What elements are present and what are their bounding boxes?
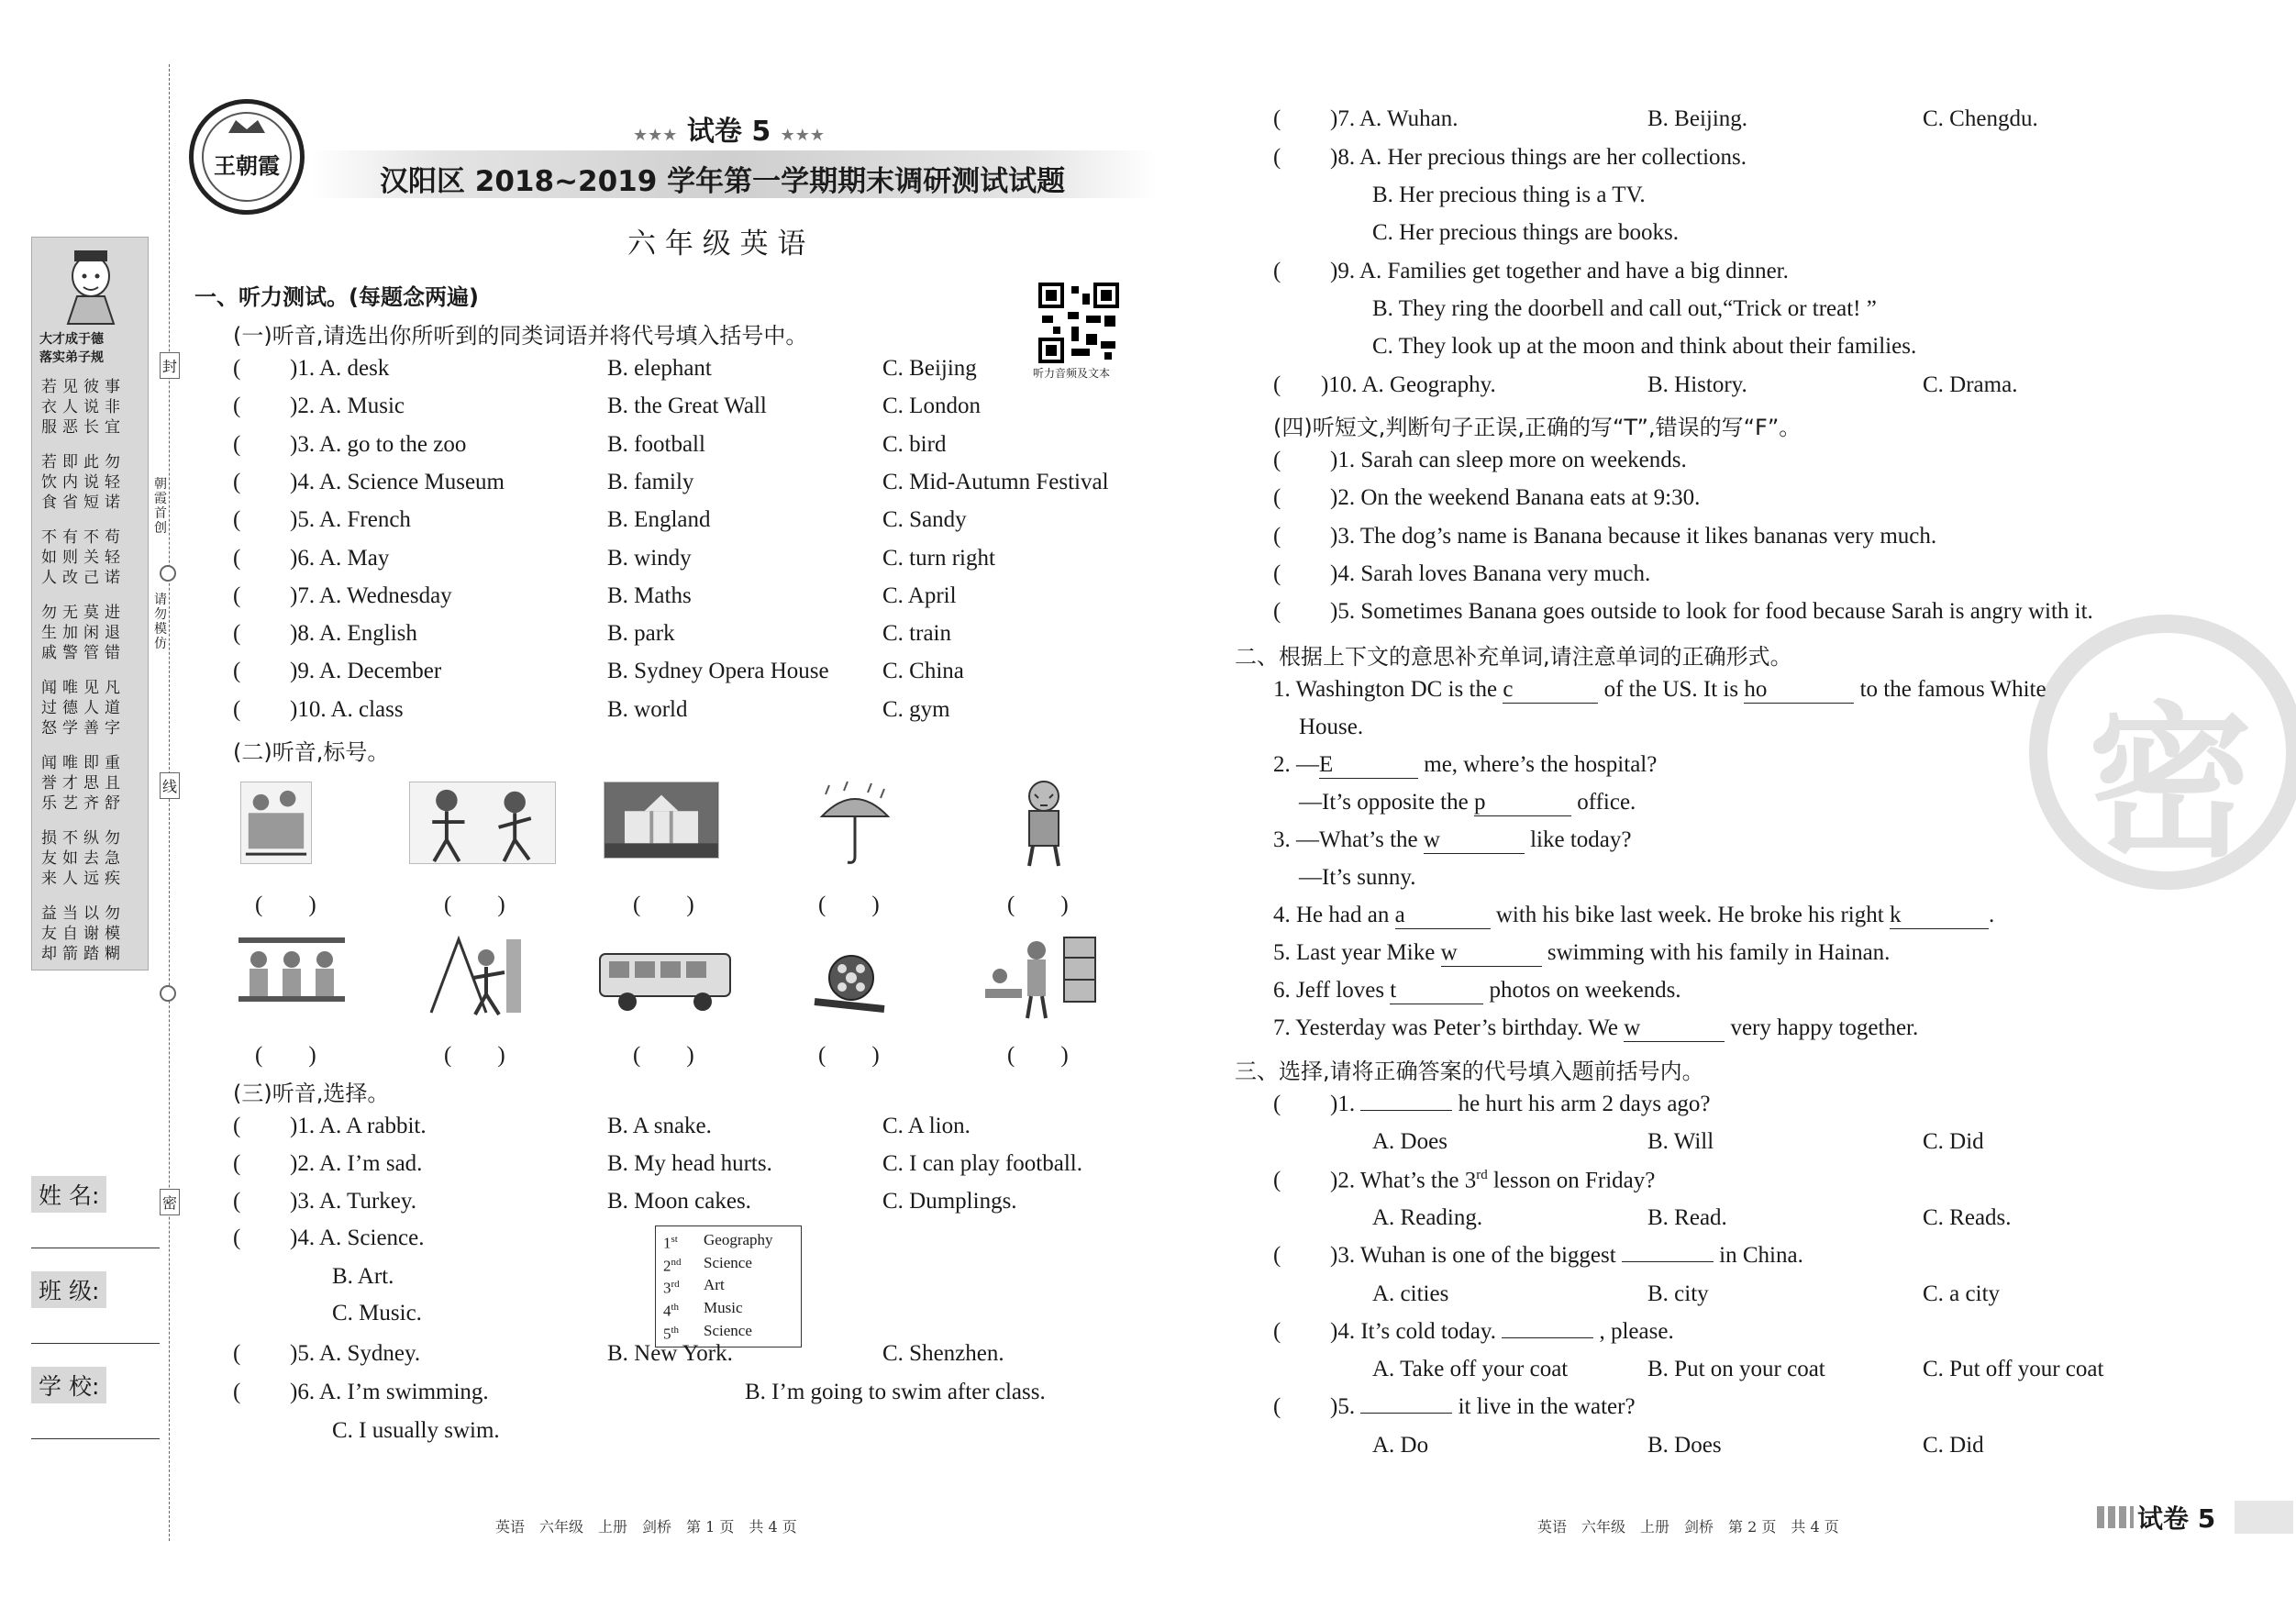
p3-q3-option-a: )3. A. Turkey. bbox=[290, 1189, 416, 1214]
schedule-order bbox=[663, 1275, 704, 1298]
schedule-order-number: 1 bbox=[663, 1234, 671, 1252]
part-1-instruction: (一)听音,请选出你所听到的同类词语并将代号填入括号中。 bbox=[233, 323, 808, 349]
film-reel-picture bbox=[811, 950, 888, 1016]
s3-q4-stem bbox=[1330, 1319, 1674, 1345]
s2-q2-text: 2. — bbox=[1273, 752, 1319, 777]
qr-code[interactable] bbox=[1038, 283, 1119, 363]
p1-q5-option-b: B. England bbox=[607, 507, 711, 533]
sidebar-phrase-2: 落实弟子规 bbox=[39, 350, 104, 365]
class-label: 班 级: bbox=[31, 1271, 106, 1308]
sidebar-motto-panel bbox=[31, 237, 149, 970]
s3-q5-stem bbox=[1330, 1394, 1636, 1420]
p3-q9-option-a: )9. A. Families get together and have a big dinner. bbox=[1330, 259, 1789, 283]
s3-q1-stem-post: he hurt his arm 2 days ago? bbox=[1458, 1092, 1711, 1116]
p1-q10-option-b: B. world bbox=[607, 696, 688, 722]
schedule-subject: Geography bbox=[704, 1231, 773, 1248]
schedule-order bbox=[663, 1253, 704, 1276]
s2-q2-line2 bbox=[1299, 790, 1636, 816]
picture-answer-blank[interactable]: ( ) bbox=[255, 1043, 316, 1068]
schedule-order-number: 3 bbox=[663, 1279, 671, 1297]
part-4-instruction: (四)听短文,判断句子正误,正确的写“T”,错误的写“F”。 bbox=[1273, 415, 1802, 440]
p1-q6-option-c: C. turn right bbox=[882, 545, 995, 571]
s2-q3-line1 bbox=[1273, 827, 1632, 854]
p1-q10-paren[interactable]: ( bbox=[233, 696, 241, 722]
p3-q8-paren[interactable]: ( bbox=[1273, 145, 1281, 170]
s3-q1-stem-pre: )1. bbox=[1330, 1092, 1356, 1116]
p1-q3-paren[interactable]: ( bbox=[233, 431, 241, 457]
s2-q2-text-4: office. bbox=[1577, 790, 1636, 815]
paper-number-badge bbox=[633, 108, 825, 149]
p3-q4-paren[interactable]: ( bbox=[233, 1225, 241, 1250]
logo-text: 王朝霞 bbox=[214, 153, 280, 179]
s2-q2-blank-1[interactable] bbox=[1319, 752, 1418, 779]
s3-q4-option-a: A. Take off your coat bbox=[1372, 1357, 1569, 1382]
p1-q1-option-a: )1. A. desk bbox=[290, 356, 390, 381]
s2-q6-text-2: photos on weekends. bbox=[1489, 978, 1681, 1003]
s2-q4-blank-2[interactable] bbox=[1890, 903, 1989, 929]
section-2-title: 二、根据上下文的意思补充单词,请注意单词的正确形式。 bbox=[1235, 644, 1792, 670]
paper-number: 试卷 5 bbox=[686, 116, 771, 148]
s2-q1-line2: House. bbox=[1299, 715, 1364, 739]
p1-q1-option-b: B. elephant bbox=[607, 356, 712, 381]
s3-q3-blank[interactable] bbox=[1622, 1261, 1714, 1262]
p3-q9-paren[interactable]: ( bbox=[1273, 259, 1281, 283]
schedule-order-number: 2 bbox=[663, 1257, 671, 1275]
sidebar-motto-line: 人改己诺 bbox=[41, 569, 126, 587]
picture-answer-blank[interactable]: ( ) bbox=[1007, 1043, 1069, 1068]
s3-q5-stem-post: it live in the water? bbox=[1458, 1394, 1636, 1420]
p1-q7-paren[interactable]: ( bbox=[233, 582, 241, 608]
p1-q8-option-a: )8. A. English bbox=[290, 621, 417, 647]
scholar-cartoon-icon bbox=[33, 245, 149, 327]
sidebar-motto-line: 生加闲退 bbox=[41, 624, 126, 642]
p3-q1-option-b: B. A snake. bbox=[607, 1114, 712, 1138]
s3-q2-stem-post: lesson on Friday? bbox=[1487, 1167, 1656, 1192]
schedule-subject: Science bbox=[704, 1253, 752, 1271]
p1-q6-option-b: B. windy bbox=[607, 545, 692, 571]
sidebar-motto-line: 勿无莫进 bbox=[41, 604, 126, 622]
sidebar-motto-grid bbox=[41, 377, 142, 979]
schedule-order-suffix: th bbox=[671, 1324, 680, 1336]
p3-q2-option-c: C. I can play football. bbox=[882, 1151, 1082, 1176]
s3-q5-blank[interactable] bbox=[1360, 1413, 1452, 1414]
s3-q2-stem bbox=[1330, 1168, 1655, 1193]
sidebar-motto-block bbox=[41, 753, 142, 814]
s2-q4-period: . bbox=[1988, 903, 1995, 927]
sidebar-motto-line: 如则关轻 bbox=[41, 549, 126, 567]
s2-q7-blank[interactable] bbox=[1624, 1015, 1725, 1042]
s3-q2-option-a: A. Reading. bbox=[1372, 1204, 1483, 1230]
section-1-title: 一、听力测试。(每题念两遍) bbox=[194, 284, 479, 310]
footer-paper-badge: 试卷 5 bbox=[2137, 1503, 2216, 1534]
spiral-hole-icon bbox=[160, 565, 176, 582]
p1-q7-option-b: B. Maths bbox=[607, 582, 692, 608]
s2-q3-line2: —It’s sunny. bbox=[1299, 865, 1416, 890]
confidential-stamp-watermark bbox=[2029, 615, 2296, 890]
sidebar-motto-line: 乐艺齐舒 bbox=[41, 794, 126, 813]
schedule-order bbox=[663, 1321, 704, 1344]
s2-q3-hint: w bbox=[1423, 827, 1440, 852]
schedule-order-number: 4 bbox=[663, 1302, 671, 1320]
schedule-row bbox=[663, 1321, 793, 1344]
p3-q10-option-c: C. Drama. bbox=[1923, 372, 2018, 397]
schedule-subject: Music bbox=[704, 1298, 743, 1316]
p1-q9-paren[interactable]: ( bbox=[233, 659, 241, 684]
qr-caption: 听力音频及文本 bbox=[1033, 367, 1111, 380]
p3-q9-option-b: B. They ring the doorbell and call out,“Trick or treat! ” bbox=[1372, 296, 1877, 321]
stars-left: ★★★ bbox=[633, 126, 678, 145]
class-field[interactable] bbox=[31, 1343, 160, 1344]
p3-q7-option-b: B. Beijing. bbox=[1647, 106, 1748, 131]
s3-q3-option-b: B. city bbox=[1647, 1281, 1709, 1306]
p3-q10-paren[interactable]: ( bbox=[1273, 372, 1281, 397]
p3-q5-option-c: C. Shenzhen. bbox=[882, 1341, 1004, 1366]
s2-q1-blank-1[interactable] bbox=[1503, 677, 1598, 704]
seal-mark-feng: 封 bbox=[160, 352, 180, 379]
p3-q7-option-c: C. Chengdu. bbox=[1923, 106, 2038, 131]
s2-q2-hint-2: p bbox=[1473, 790, 1486, 815]
tiger-costume-picture bbox=[1007, 776, 1081, 868]
schedule-subject: Art bbox=[704, 1276, 725, 1294]
p3-q5-option-b: B. New York. bbox=[607, 1341, 733, 1366]
p3-q8-option-c: C. Her precious things are books. bbox=[1372, 220, 1679, 245]
s3-q5-paren[interactable]: ( bbox=[1273, 1394, 1281, 1420]
p3-q2-paren[interactable]: ( bbox=[233, 1151, 241, 1176]
spiral-hole-icon bbox=[160, 985, 176, 1002]
s2-q3-text-2: like today? bbox=[1530, 827, 1632, 852]
s2-q6-line bbox=[1273, 978, 1681, 1004]
p1-q10-option-c: C. gym bbox=[882, 696, 950, 722]
p3-q7-paren[interactable]: ( bbox=[1273, 106, 1281, 131]
picture-answer-blank[interactable]: ( ) bbox=[255, 893, 316, 917]
s2-q5-blank[interactable] bbox=[1441, 940, 1542, 967]
s3-q4-option-c: C. Put off your coat bbox=[1923, 1357, 2104, 1382]
school-label: 学 校: bbox=[31, 1367, 106, 1403]
p1-q10-option-a: )10. A. class bbox=[290, 696, 404, 722]
p1-q3-option-a: )3. A. go to the zoo bbox=[290, 431, 467, 457]
exam-title: 汉阳区 2018~2019 学年第一学期期末调研测试试题 bbox=[380, 165, 1066, 198]
s2-q2-text-3: —It’s opposite the bbox=[1299, 790, 1469, 815]
picture-answer-blank[interactable]: ( ) bbox=[444, 1043, 505, 1068]
s3-q3-paren[interactable]: ( bbox=[1273, 1243, 1281, 1269]
p3-q3-option-b: B. Moon cakes. bbox=[607, 1189, 751, 1214]
picture-answer-blank[interactable]: ( ) bbox=[633, 1043, 694, 1068]
p3-q3-option-c: C. Dumplings. bbox=[882, 1189, 1017, 1214]
s3-q3-stem-post: in China. bbox=[1719, 1243, 1803, 1269]
p3-q7-option-a: )7. A. Wuhan. bbox=[1330, 106, 1459, 131]
p1-q7-option-c: C. April bbox=[882, 582, 957, 608]
schedule-order bbox=[663, 1230, 704, 1253]
sidebar-motto-line: 不有不苟 bbox=[41, 528, 126, 547]
s3-q4-paren[interactable]: ( bbox=[1273, 1318, 1281, 1344]
p3-q8-option-a: )8. A. Her precious things are her collections. bbox=[1330, 145, 1747, 170]
schedule-row bbox=[663, 1230, 793, 1253]
p1-q6-paren[interactable]: ( bbox=[233, 545, 241, 571]
s2-q3-blank[interactable] bbox=[1424, 827, 1525, 854]
p1-q7-option-a: )7. A. Wednesday bbox=[290, 582, 452, 608]
p4-q4-paren[interactable]: ( bbox=[1273, 560, 1281, 586]
s2-q1-blank-2[interactable] bbox=[1744, 677, 1854, 704]
section-3-title: 三、选择,请将正确答案的代号填入题前括号内。 bbox=[1235, 1059, 1704, 1084]
picture-answer-blank[interactable]: ( ) bbox=[1007, 893, 1069, 917]
s2-q3-text: 3. —What’s the bbox=[1273, 827, 1418, 852]
p4-q3-statement: )3. The dog’s name is Banana because it likes bananas very much. bbox=[1330, 523, 1937, 549]
schedule-row bbox=[663, 1298, 793, 1321]
s3-q1-option-c: C. Did bbox=[1923, 1129, 1984, 1155]
schedule-order-suffix: nd bbox=[671, 1256, 682, 1268]
s2-q4-hint-1: a bbox=[1394, 903, 1405, 927]
s3-q2-option-b: B. Read. bbox=[1647, 1204, 1727, 1230]
s2-q4-text-2: with his bike last week. He broke his right bbox=[1495, 903, 1884, 927]
p3-q6-option-c: C. I usually swim. bbox=[332, 1418, 500, 1443]
friday-schedule-table bbox=[655, 1225, 802, 1347]
p3-q5-option-a: )5. A. Sydney. bbox=[290, 1341, 421, 1366]
page-2-footer: 英语 六年级 上册 剑桥 第 2 页 共 4 页 bbox=[1537, 1518, 1839, 1536]
s3-q3-stem bbox=[1330, 1243, 1803, 1269]
s3-q5-option-c: C. Did bbox=[1923, 1432, 1984, 1458]
p3-q8-option-b: B. Her precious thing is a TV. bbox=[1372, 183, 1646, 207]
s2-q5-hint: w bbox=[1440, 940, 1458, 965]
s3-q3-stem-pre: )3. Wuhan is one of the biggest bbox=[1330, 1243, 1616, 1269]
s2-q1-hint-1: c bbox=[1503, 677, 1514, 702]
s2-q5-text: 5. Last year Mike bbox=[1273, 940, 1436, 965]
umbrella-rain-picture bbox=[816, 778, 893, 870]
page-1-footer: 英语 六年级 上册 剑桥 第 1 页 共 4 页 bbox=[495, 1518, 797, 1536]
sidebar-motto-line: 誉才思且 bbox=[41, 774, 126, 793]
sidebar-motto-block bbox=[41, 828, 142, 889]
s2-q4-text: 4. He had an bbox=[1273, 903, 1390, 927]
s2-q2-line1 bbox=[1273, 752, 1657, 779]
s2-q6-blank[interactable] bbox=[1390, 978, 1483, 1004]
s2-q1-hint-2: ho bbox=[1744, 677, 1768, 702]
sidebar-vertical-note-1: 朝霞首创 bbox=[154, 477, 167, 536]
p3-q3-paren[interactable]: ( bbox=[233, 1189, 241, 1214]
sidebar-motto-line: 戚警管错 bbox=[41, 644, 126, 662]
p4-q4-statement: )4. Sarah loves Banana very much. bbox=[1330, 560, 1651, 586]
p1-q4-option-c: C. Mid-Autumn Festival bbox=[882, 469, 1109, 494]
footer-badge-decoration bbox=[2097, 1506, 2134, 1528]
sidebar-motto-line: 过德人道 bbox=[41, 699, 126, 717]
s2-q1-text-2: of the US. It is bbox=[1603, 677, 1739, 702]
p3-q1-option-c: C. A lion. bbox=[882, 1114, 971, 1138]
p1-q4-option-b: B. family bbox=[607, 469, 694, 494]
s3-q3-option-c: C. a city bbox=[1923, 1281, 2001, 1306]
sidebar-motto-line: 若见彼事 bbox=[41, 378, 126, 396]
picture-answer-blank[interactable]: ( ) bbox=[633, 893, 694, 917]
seal-mark-mi: 密 bbox=[160, 1189, 180, 1215]
p1-q2-paren[interactable]: ( bbox=[233, 394, 241, 419]
s2-q6-text: 6. Jeff loves bbox=[1273, 978, 1385, 1003]
s3-q1-option-b: B. Will bbox=[1647, 1129, 1714, 1155]
s2-q5-text-2: swimming with his family in Hainan. bbox=[1547, 940, 1891, 965]
s2-q1-text-3: to the famous White bbox=[1859, 677, 2046, 702]
p3-q9-option-c: C. They look up at the moon and think about their families. bbox=[1372, 334, 1917, 359]
sidebar-phrase-1: 大才成于德 bbox=[39, 332, 104, 347]
s3-q1-paren[interactable]: ( bbox=[1273, 1092, 1281, 1116]
p3-q1-option-a: )1. A. A rabbit. bbox=[290, 1114, 427, 1138]
s3-q2-superscript: rd bbox=[1476, 1167, 1488, 1182]
sidebar-motto-line: 怒学善字 bbox=[41, 719, 126, 738]
p4-q2-paren[interactable]: ( bbox=[1273, 485, 1281, 511]
p3-q6-paren[interactable]: ( bbox=[233, 1380, 241, 1404]
sidebar-motto-block bbox=[41, 678, 142, 738]
s3-q1-stem bbox=[1330, 1092, 1711, 1117]
s3-q4-stem-pre: )4. It’s cold today. bbox=[1330, 1318, 1496, 1344]
part-2-instruction: (二)听音,标号。 bbox=[233, 739, 390, 765]
p1-q2-option-a: )2. A. Music bbox=[290, 394, 405, 419]
s2-q4-line bbox=[1273, 903, 1994, 929]
p4-q3-paren[interactable]: ( bbox=[1273, 523, 1281, 549]
p1-q5-option-c: C. Sandy bbox=[882, 507, 967, 533]
p1-q8-paren[interactable]: ( bbox=[233, 621, 241, 647]
picture-answer-blank[interactable]: ( ) bbox=[818, 1043, 880, 1068]
s2-q1-text: 1. Washington DC is the bbox=[1273, 677, 1498, 702]
p4-q1-statement: )1. Sarah can sleep more on weekends. bbox=[1330, 448, 1687, 472]
seal-mark-xian: 线 bbox=[160, 772, 180, 799]
s2-q7-text: 7. Yesterday was Peter’s birthday. We bbox=[1273, 1015, 1618, 1040]
schedule-row bbox=[663, 1253, 793, 1276]
playground-picture bbox=[422, 930, 528, 1022]
sidebar-vertical-note-2: 请勿模仿 bbox=[154, 593, 167, 651]
s3-q4-option-b: B. Put on your coat bbox=[1647, 1357, 1825, 1382]
p1-q9-option-c: C. China bbox=[882, 659, 964, 684]
p1-q1-paren[interactable]: ( bbox=[233, 356, 241, 381]
s3-q3-option-a: A. cities bbox=[1372, 1281, 1449, 1306]
s3-q5-option-a: A. Do bbox=[1372, 1432, 1429, 1458]
sidebar-motto-block bbox=[41, 377, 142, 438]
schedule-row bbox=[663, 1275, 793, 1298]
sidebar-motto-line: 衣人说非 bbox=[41, 398, 126, 416]
brand-logo bbox=[189, 99, 305, 215]
sidebar-motto-line: 损不纵勿 bbox=[41, 829, 126, 848]
picture-answer-blank[interactable]: ( ) bbox=[444, 893, 505, 917]
p1-q8-option-b: B. park bbox=[607, 621, 675, 647]
part-3-instruction: (三)听音,选择。 bbox=[233, 1081, 390, 1106]
s2-q7-hint: w bbox=[1624, 1015, 1641, 1040]
people-gathering-picture bbox=[240, 782, 312, 864]
p3-q10-option-b: B. History. bbox=[1647, 372, 1747, 397]
s3-q2-option-c: C. Reads. bbox=[1923, 1204, 2012, 1230]
p1-q9-option-a: )9. A. December bbox=[290, 659, 442, 684]
sidebar-motto-block bbox=[41, 603, 142, 663]
sidebar-motto-line: 饮内说轻 bbox=[41, 473, 126, 492]
picture-answer-blank[interactable]: ( ) bbox=[818, 893, 880, 917]
p3-q10-option-a: )10. A. Geography. bbox=[1321, 372, 1496, 397]
stars-right: ★★★ bbox=[780, 126, 826, 145]
p3-q6-option-a: )6. A. I’m swimming. bbox=[290, 1380, 489, 1404]
girls-dancing-picture bbox=[409, 782, 556, 864]
s2-q4-blank-1[interactable] bbox=[1395, 903, 1491, 929]
s2-q2-text-2: me, where’s the hospital? bbox=[1424, 752, 1658, 777]
p4-q5-statement: )5. Sometimes Banana goes outside to look for food because Sarah is angry with it. bbox=[1330, 599, 2093, 625]
s2-q6-hint: t bbox=[1390, 978, 1397, 1003]
sidebar-motto-line: 若即此勿 bbox=[41, 453, 126, 471]
s2-q5-line bbox=[1273, 940, 1890, 967]
p4-q5-paren[interactable]: ( bbox=[1273, 599, 1281, 625]
schedule-order-number: 5 bbox=[663, 1325, 671, 1343]
p3-q5-paren[interactable]: ( bbox=[233, 1341, 241, 1366]
p3-q4-option-c: C. Music. bbox=[332, 1301, 422, 1325]
sidebar-motto-line: 闻唯见凡 bbox=[41, 679, 126, 697]
name-label: 姓 名: bbox=[31, 1176, 106, 1213]
white-house-photo bbox=[604, 782, 719, 859]
p4-q1-paren[interactable]: ( bbox=[1273, 448, 1281, 472]
s3-q1-option-a: A. Does bbox=[1372, 1129, 1447, 1155]
sidebar-motto-line: 友自谢模 bbox=[41, 925, 126, 943]
sidebar-motto-line: 友如去急 bbox=[41, 849, 126, 868]
sidebar-motto-line: 闻唯即重 bbox=[41, 754, 126, 772]
exam-subtitle: 六 年 级 英 语 bbox=[627, 227, 806, 261]
p1-q5-paren[interactable]: ( bbox=[233, 507, 241, 533]
s3-q2-stem-pre: )2. What’s the 3 bbox=[1330, 1167, 1477, 1192]
qr-code-icon bbox=[1038, 283, 1119, 363]
s3-q2-paren[interactable]: ( bbox=[1273, 1167, 1281, 1192]
schedule-order bbox=[663, 1298, 704, 1321]
p1-q1-option-c: C. Beijing bbox=[882, 356, 977, 381]
stamp-character: 密 bbox=[2088, 688, 2254, 880]
school-field[interactable] bbox=[31, 1438, 160, 1439]
s2-q7-text-2: very happy together. bbox=[1730, 1015, 1919, 1040]
footer-badge-bar bbox=[2235, 1501, 2293, 1534]
sidebar-motto-line: 却箭踏糊 bbox=[41, 945, 126, 963]
bus-picture bbox=[596, 948, 734, 1015]
p1-q5-option-a: )5. A. French bbox=[290, 507, 411, 533]
p1-q3-option-c: C. bird bbox=[882, 431, 947, 457]
p1-q4-option-a: )4. A. Science Museum bbox=[290, 469, 505, 494]
schedule-order-suffix: rd bbox=[671, 1279, 680, 1291]
p3-q2-option-a: )2. A. I’m sad. bbox=[290, 1151, 423, 1176]
binding-dashed-line bbox=[169, 64, 170, 1541]
p1-q4-paren[interactable]: ( bbox=[233, 469, 241, 494]
p1-q9-option-b: B. Sydney Opera House bbox=[607, 659, 829, 684]
s3-q4-stem-post: , please. bbox=[1599, 1318, 1674, 1344]
sidebar-motto-line: 服恶长宜 bbox=[41, 418, 126, 437]
p3-q2-option-b: B. My head hurts. bbox=[607, 1151, 772, 1176]
sidebar-motto-line: 来人远疾 bbox=[41, 870, 126, 888]
s2-q7-line bbox=[1273, 1015, 1918, 1042]
sidebar-motto-block bbox=[41, 904, 142, 964]
s2-q2-blank-2[interactable] bbox=[1474, 790, 1571, 816]
s2-q4-hint-2: k bbox=[1889, 903, 1902, 927]
people-sitting-picture bbox=[235, 932, 349, 1020]
p1-q3-option-b: B. football bbox=[607, 431, 705, 457]
p3-q1-paren[interactable]: ( bbox=[233, 1114, 241, 1138]
s2-q1-line1 bbox=[1273, 677, 2046, 704]
sidebar-motto-line: 食省短诺 bbox=[41, 494, 126, 512]
s3-q5-option-b: B. Does bbox=[1647, 1432, 1722, 1458]
sidebar-motto-line: 益当以勿 bbox=[41, 904, 126, 923]
s3-q1-blank[interactable] bbox=[1360, 1110, 1452, 1111]
p1-q2-option-b: B. the Great Wall bbox=[607, 394, 767, 419]
classroom-picture bbox=[980, 930, 1101, 1022]
s3-q5-stem-pre: )5. bbox=[1330, 1394, 1356, 1420]
schedule-order-suffix: th bbox=[671, 1301, 680, 1313]
p3-q6-option-b: B. I’m going to swim after class. bbox=[745, 1380, 1046, 1404]
p4-q2-statement: )2. On the weekend Banana eats at 9:30. bbox=[1330, 485, 1701, 511]
sidebar-motto-block bbox=[41, 527, 142, 588]
sidebar-motto-block bbox=[41, 452, 142, 513]
p3-q4-option-a: )4. A. Science. bbox=[290, 1225, 425, 1250]
p1-q2-option-c: C. London bbox=[882, 394, 981, 419]
s2-q2-hint-1: E bbox=[1319, 752, 1334, 777]
schedule-order-suffix: st bbox=[671, 1234, 678, 1245]
p3-q4-option-b: B. Art. bbox=[332, 1264, 394, 1289]
s3-q4-blank[interactable] bbox=[1502, 1337, 1593, 1338]
schedule-subject: Science bbox=[704, 1321, 752, 1339]
p1-q6-option-a: )6. A. May bbox=[290, 545, 390, 571]
p1-q8-option-c: C. train bbox=[882, 621, 951, 647]
